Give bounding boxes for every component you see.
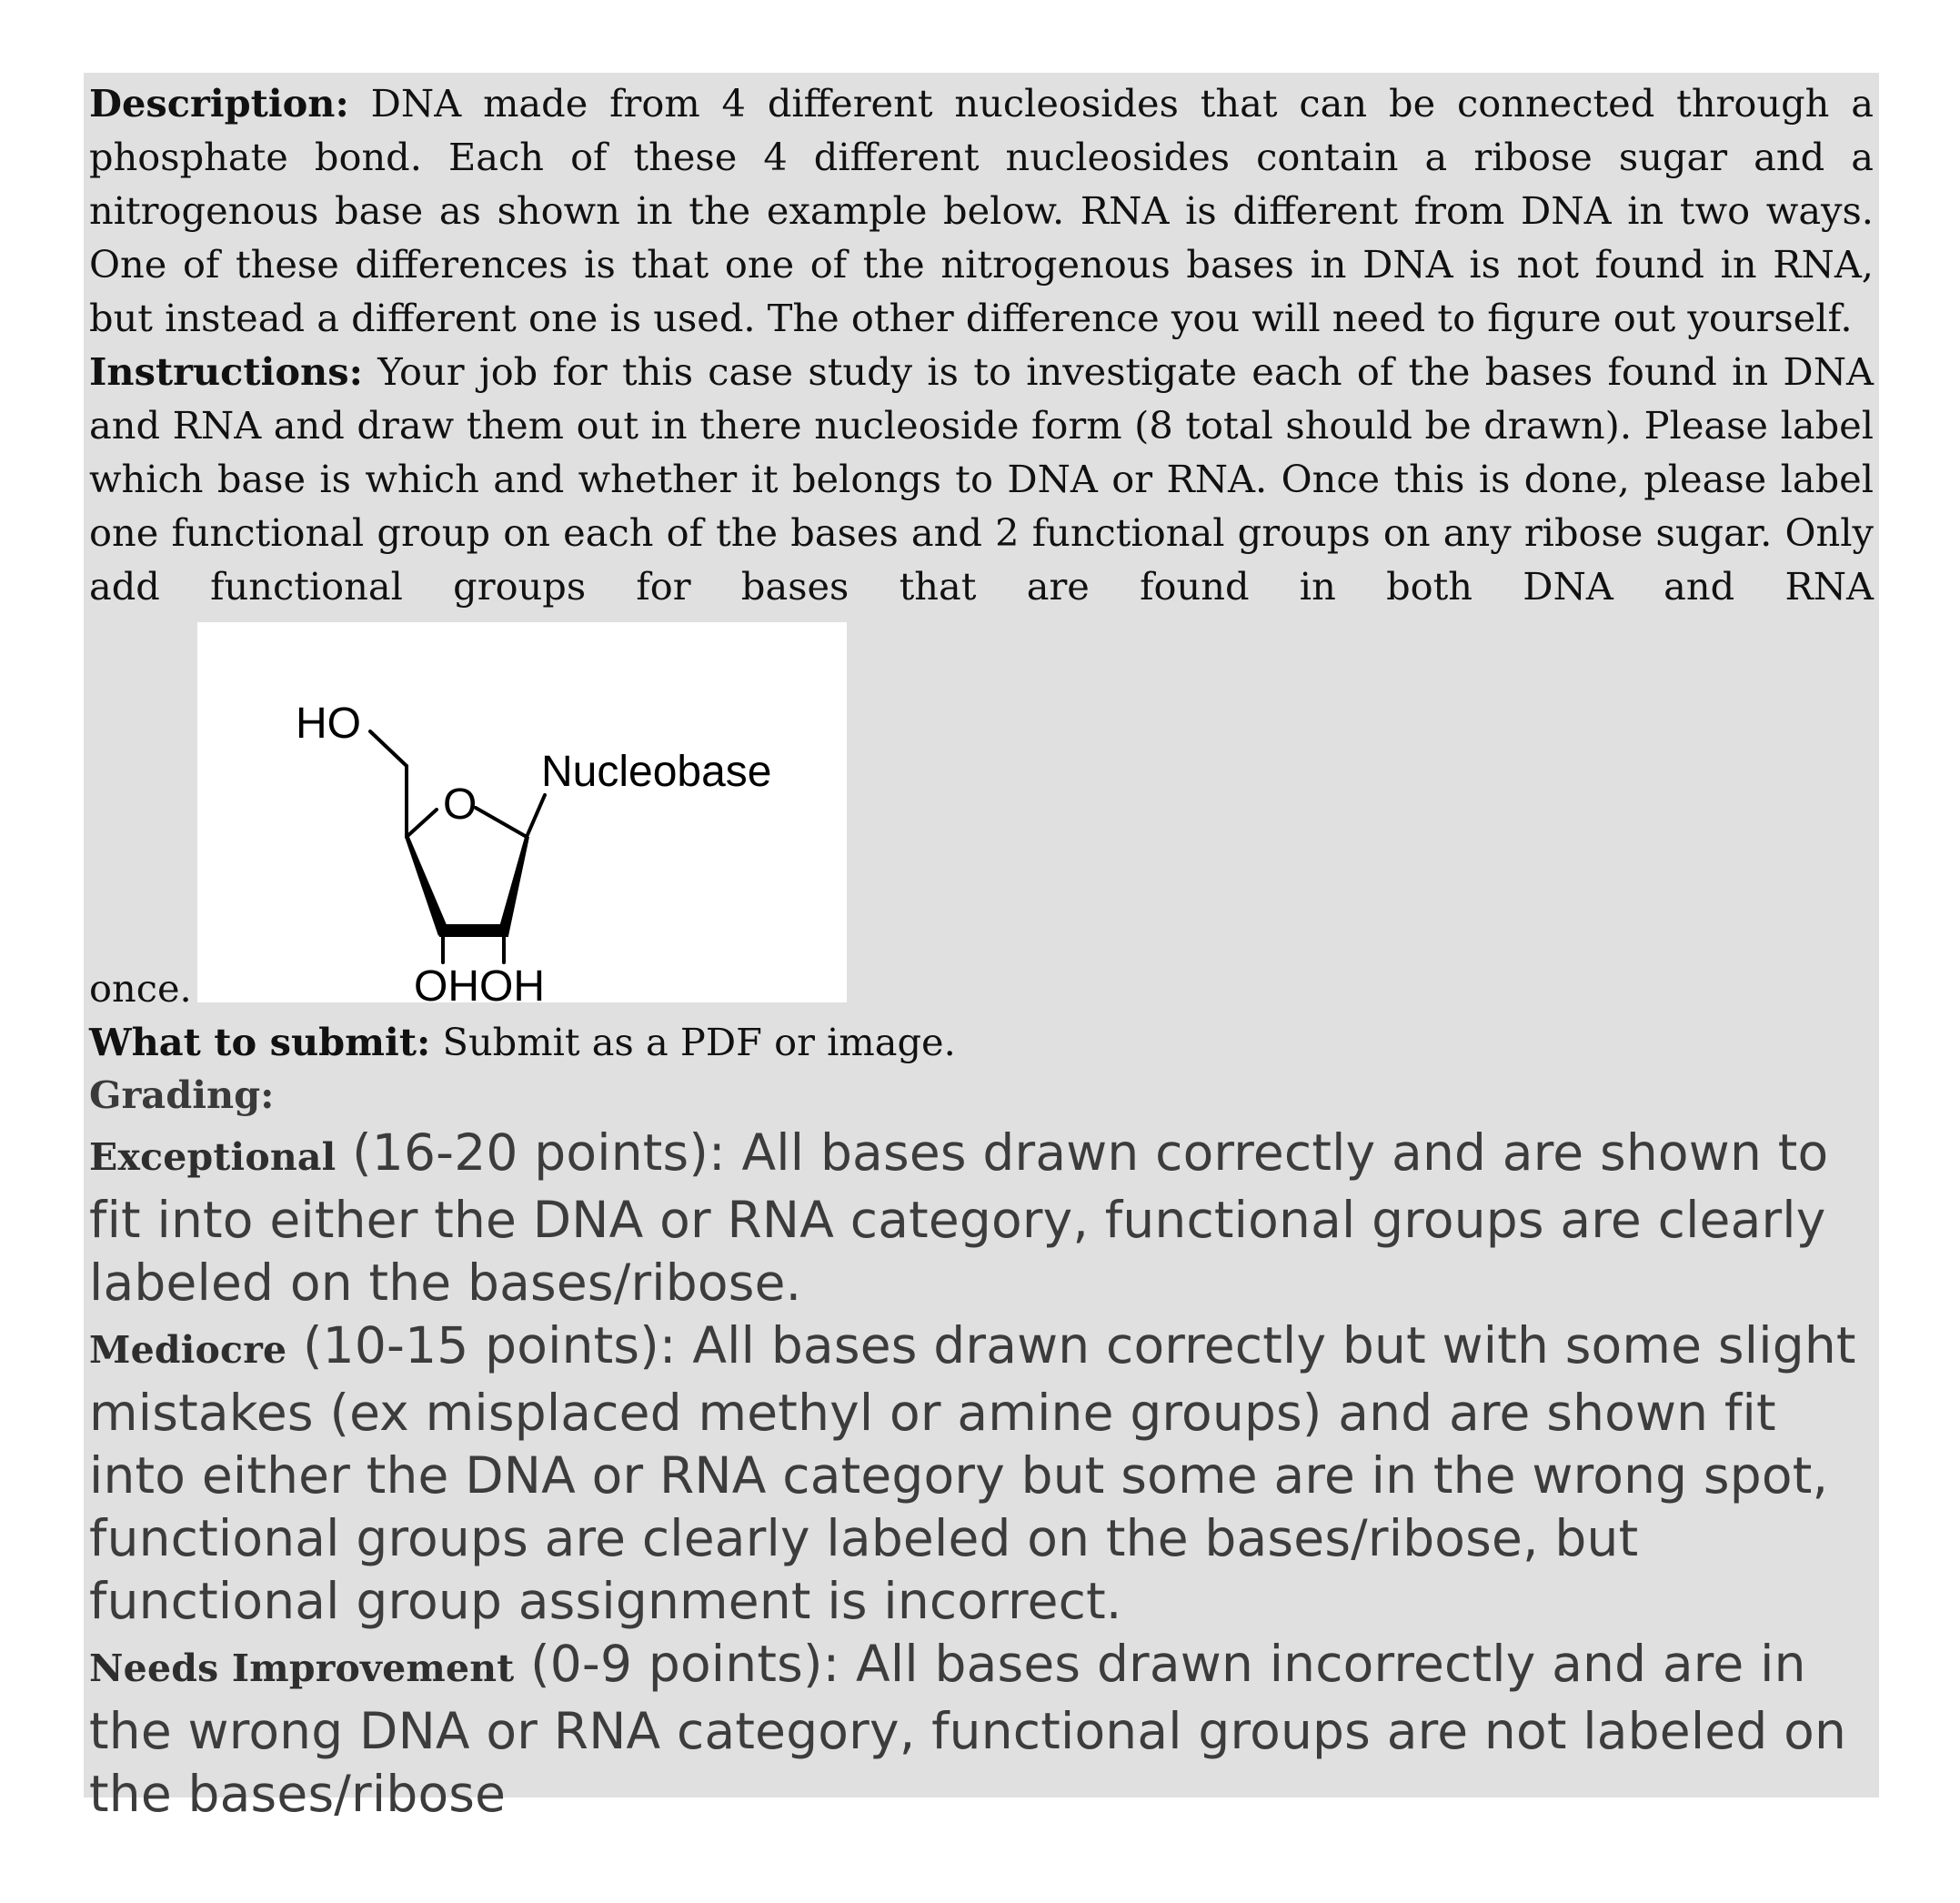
grading-level-name: Exceptional [89,1135,337,1179]
o-c1-bond [476,808,527,837]
ohoh-label: OHOH [413,962,545,1002]
instructions-tail: once. [89,966,192,1011]
description-paragraph [89,76,1874,345]
c1-c2-wedge [499,837,529,936]
ho-label: HO [295,700,361,748]
instructions-paragraph [89,345,1874,613]
grading-level-mediocre [89,1314,1874,1633]
grading-level-text: (0-9 points): All bases drawn incorrectly and are in the wrong DNA or RNA category, functional groups are not labeled on the bases/ribose [89,1635,1847,1823]
c3-c2-bold-bond [439,924,508,937]
ho-bond [370,731,407,766]
grading-level-exceptional [89,1122,1874,1314]
ring-oxygen-label: O [442,780,477,829]
instructions-text: Your job for this case study is to investigate each of the bases found in DNA and RNA and draw them out in there nucleoside form (8 total should be drawn). Please label which base is which and whether it belongs to DNA or RNA. Once this is done, please label one functional group on each of the bases and 2 functional groups on any ribose sugar. Only add functional groups for bases that are found in both DNA and RNA [89,349,1874,609]
ribose-nucleoside-diagram [197,622,847,1002]
description-text: DNA made from 4 different nucleosides that can be connected through a phosphate bond. Each of these 4 different nucleosides contain a ribose sugar and a nitrogenous base as shown in the example below. RNA is different from DNA in two ways. One of these differences is that one of the nitrogenous bases in DNA is not found in RNA, but instead a different one is used. The other difference you will need to figure out yourself. [89,81,1874,340]
submit-paragraph [89,1015,1874,1069]
grading-level-name: Mediocre [89,1328,287,1372]
grading-heading: Grading: [89,1072,275,1117]
diagram-row [89,613,1874,1011]
grading-level-text: (10-15 points): All bases drawn correctly but with some slight mistakes (ex misplaced methyl or amine groups) and are shown fit into either the DNA or RNA category but some are in the wrong spot, functional groups are clearly labeled on the bases/ribose, but functional group assignment is incorrect. [89,1316,1856,1630]
assignment-panel [84,73,1879,1823]
c4-o-bond [407,810,437,837]
grading-level-text: (16-20 points): All bases drawn correctly and are shown to fit into either the DNA or RNA category, functional groups are clearly labeled on the bases/ribose. [89,1123,1829,1312]
c4-c3-wedge [405,837,447,936]
submit-text: Submit as a PDF or image. [442,1020,956,1064]
description-label: Description: [89,81,349,126]
instructions-label: Instructions: [89,349,363,394]
c1-nucleobase-bond [527,795,545,837]
grading-level-name: Needs Improvement [89,1646,515,1690]
ribose-structure-svg [197,622,847,1002]
nucleobase-label: Nucleobase [540,748,772,796]
submit-label: What to submit: [89,1020,431,1064]
grading-level-needs-improvement [89,1633,1874,1826]
